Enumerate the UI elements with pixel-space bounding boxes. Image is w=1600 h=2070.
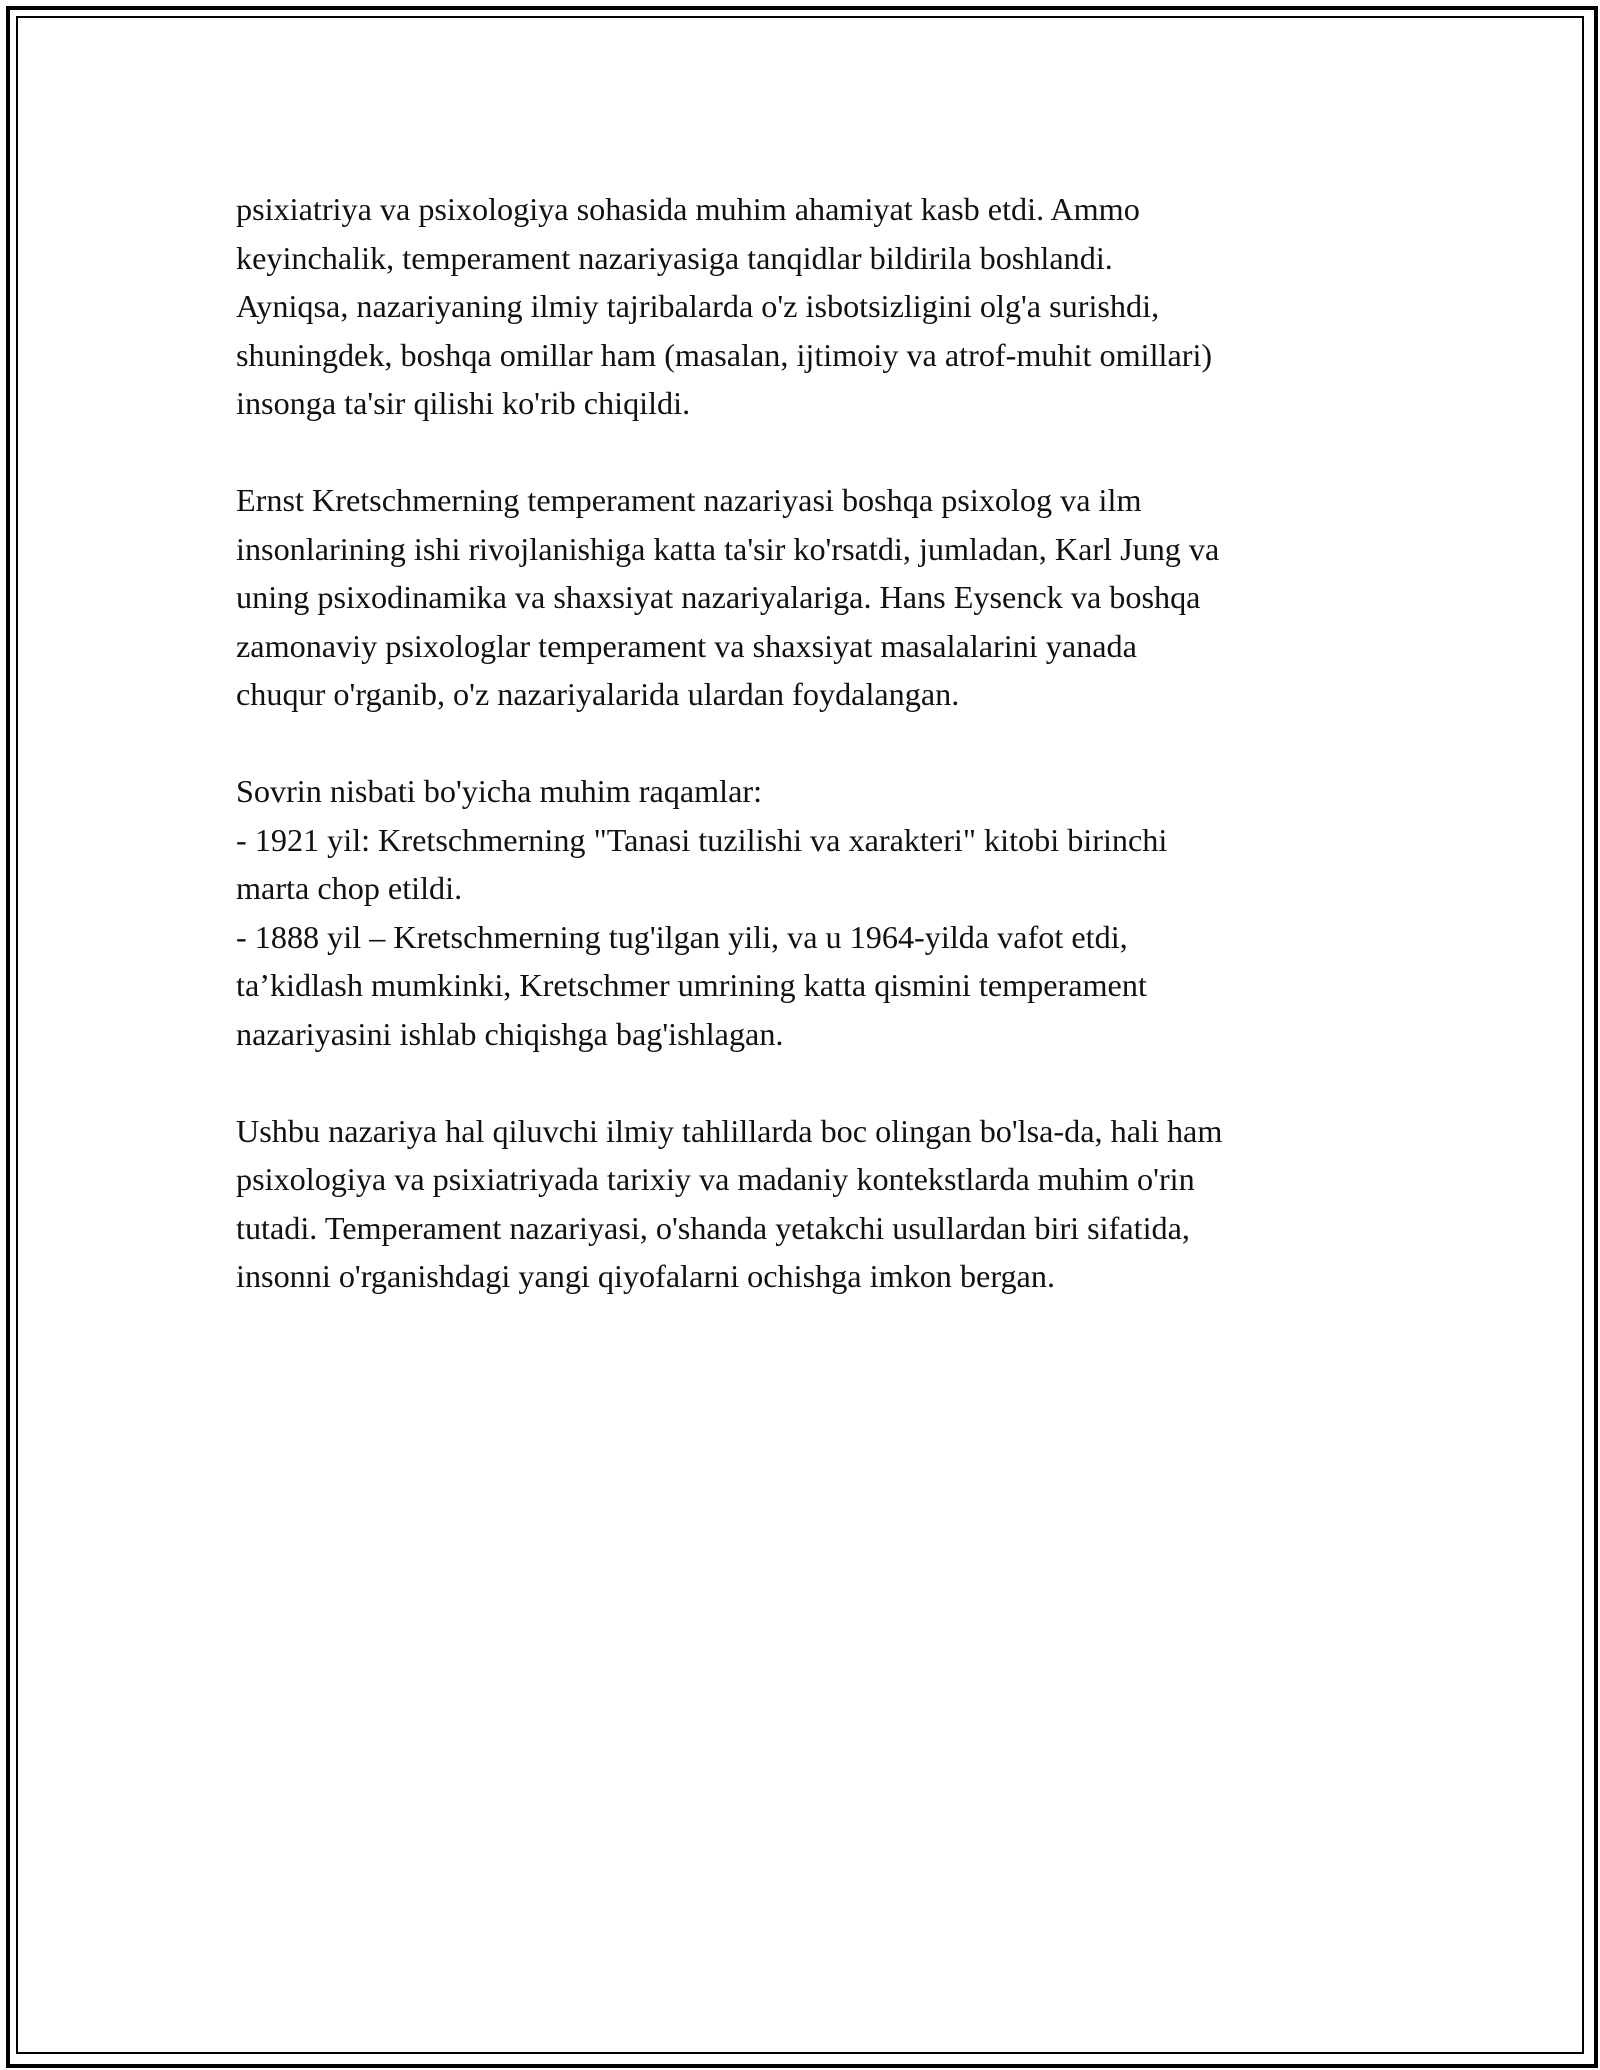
text-line: Ushbu nazariya hal qiluvchi ilmiy tahlillarda boc olingan bo'lsa-da, hali ham <box>236 1112 1223 1149</box>
paragraph-3 <box>236 767 1366 1058</box>
text-line: psixiatriya va psixologiya sohasida muhim ahamiyat kasb etdi. Ammo <box>236 191 1140 227</box>
text-line: chuqur o'rganib, o'z nazariyalarida ulardan foydalangan. <box>236 676 960 712</box>
text-line: insonni o'rganishdagi yangi qiyofalarni ochishga imkon bergan. <box>236 1258 1055 1294</box>
text-line: insonlarining ishi rivojlanishiga katta ta'sir ko'rsatdi, jumladan, Karl Jung va <box>236 530 1220 567</box>
text-line: tutadi. Temperament nazariyasi, o'shanda yetakchi usullardan biri sifatida, <box>236 1209 1190 1246</box>
paragraph-2 <box>236 476 1366 719</box>
list-item-line: - 1888 yil – Kretschmerning tug'ilgan yili, va u 1964-yilda vafot etdi, <box>236 918 1128 955</box>
paragraph-1 <box>236 185 1366 428</box>
text-line: shuningdek, boshqa omillar ham (masalan, ijtimoiy va atrof-muhit omillari) <box>236 336 1213 373</box>
text-line: zamonaviy psixologlar temperament va shaxsiyat masalalarini yanada <box>236 627 1137 664</box>
text-line: insonga ta'sir qilishi ko'rib chiqildi. <box>236 385 691 421</box>
text-line: psixologiya va psixiatriyada tarixiy va madaniy kontekstlarda muhim o'rin <box>236 1161 1195 1197</box>
text-line: Sovrin nisbati bo'yicha muhim raqamlar: <box>236 773 763 809</box>
document-body <box>236 185 1366 1349</box>
text-line: Ernst Kretschmerning temperament nazariyasi boshqa psixolog va ilm <box>236 482 1142 518</box>
text-line: keyinchalik, temperament nazariyasiga tanqidlar bildirila boshlandi. <box>236 239 1113 276</box>
list-item-line: - 1921 yil: Kretschmerning "Tanasi tuzilishi va xarakteri" kitobi birinchi <box>236 821 1168 858</box>
text-line: uning psixodinamika va shaxsiyat nazariyalariga. Hans Eysenck va boshqa <box>236 579 1201 615</box>
list-item-line: ta’kidlash mumkinki, Kretschmer umrining katta qismini temperament <box>236 967 1147 1003</box>
text-line: Ayniqsa, nazariyaning ilmiy tajribalarda o'z isbotsizligini olg'a surishdi, <box>236 288 1160 324</box>
list-item-line: marta chop etildi. <box>236 870 463 906</box>
paragraph-4 <box>236 1107 1366 1301</box>
list-item-line: nazariyasini ishlab chiqishga bag'ishlagan. <box>236 1015 784 1052</box>
